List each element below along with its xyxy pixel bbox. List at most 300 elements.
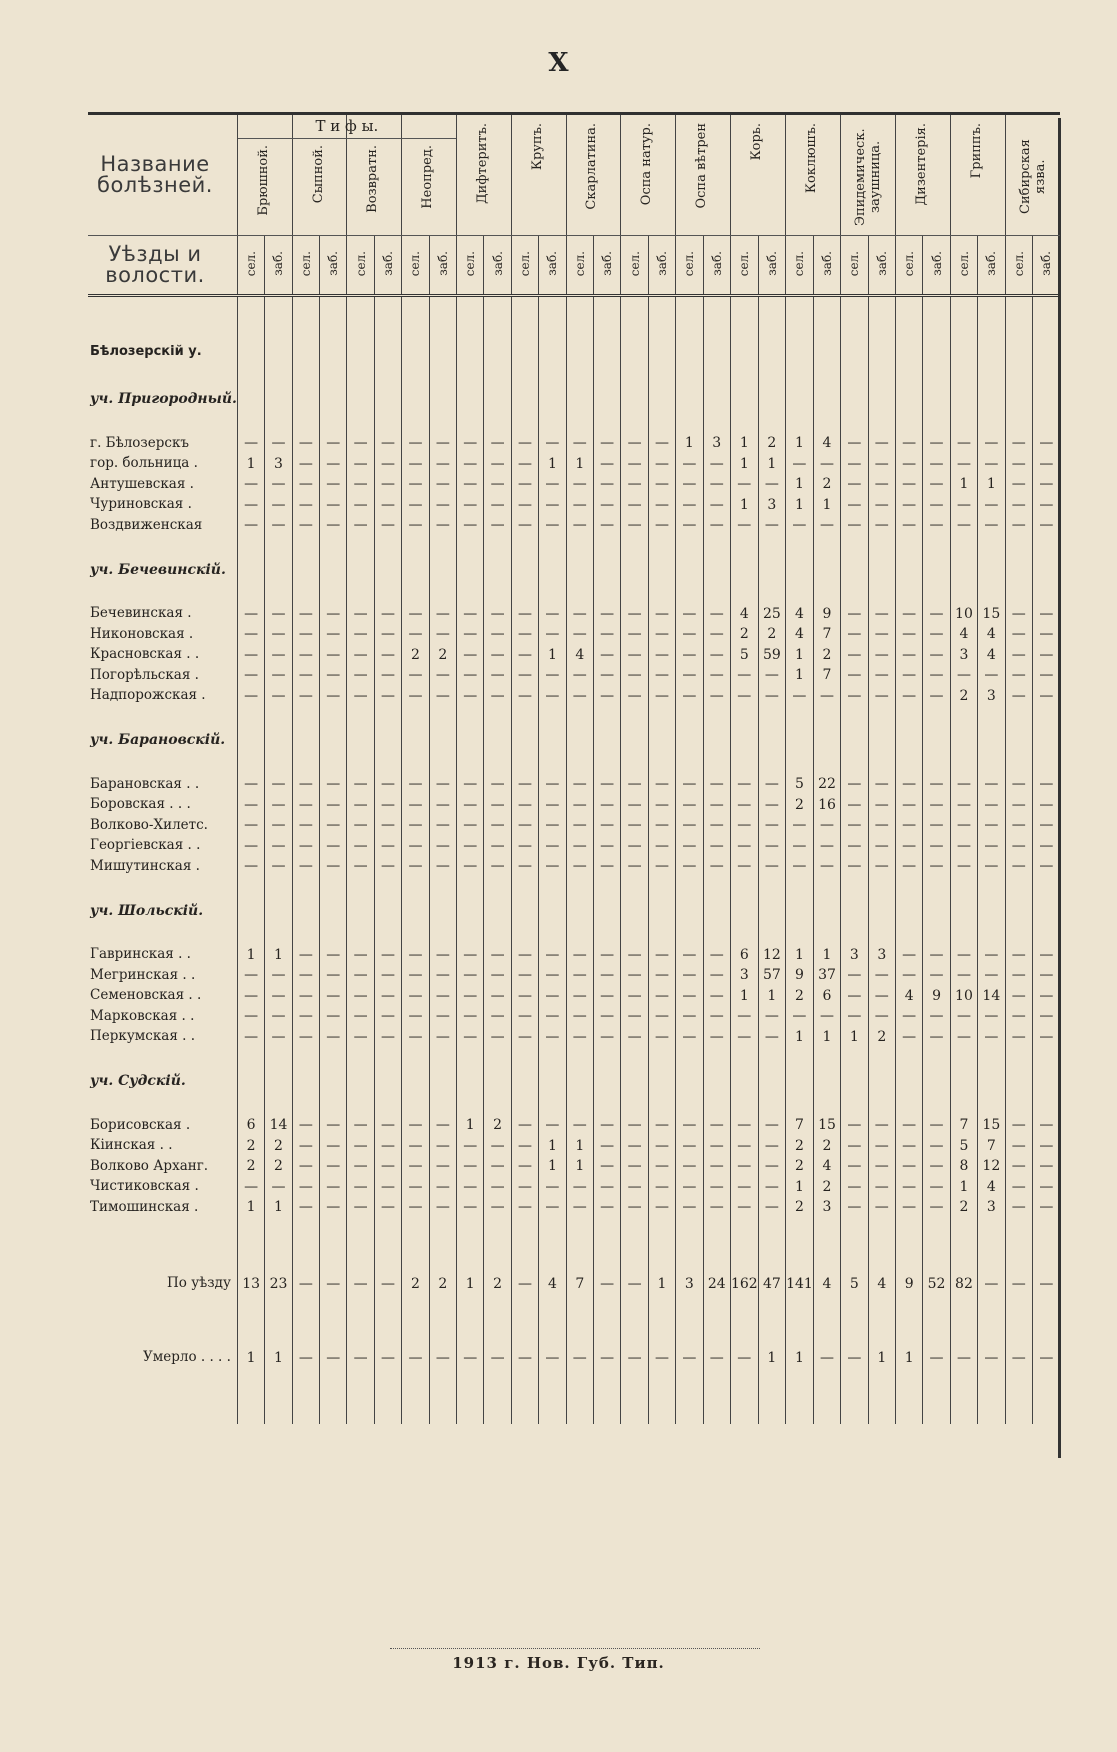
sub-header-zab <box>429 236 456 296</box>
sub-header-zab <box>1032 236 1059 296</box>
cell-value: 2 <box>402 1258 429 1310</box>
cell-value: 2 <box>786 1156 814 1177</box>
cell-value: — <box>292 1156 319 1177</box>
cell-value: — <box>841 1006 868 1027</box>
cell-value: — <box>511 945 538 966</box>
cell-value: — <box>868 856 895 877</box>
cell-value: — <box>868 1156 895 1177</box>
cell-value: 4 <box>786 604 814 625</box>
cell-value: — <box>566 774 593 795</box>
disease-header-2 <box>347 114 402 236</box>
cell-value: — <box>1032 795 1059 816</box>
cell-value: — <box>1032 1136 1059 1157</box>
cell-value: — <box>703 686 730 707</box>
cell-value: — <box>648 686 675 707</box>
cell-value: 141 <box>786 1258 814 1310</box>
sub-header-text: заб. <box>654 251 669 276</box>
row-name: Погорѣльская . <box>90 666 199 683</box>
sub-header-text: заб. <box>381 251 396 276</box>
cell-value: — <box>320 1027 347 1048</box>
section-name: уч. Шольскій. <box>90 902 204 919</box>
cell-value: — <box>484 1136 511 1157</box>
total-row <box>88 1258 1060 1310</box>
cell-value: — <box>676 1006 703 1027</box>
sub-header-sel <box>402 236 429 296</box>
cell-value: — <box>621 1177 648 1198</box>
cell-value: — <box>950 1006 977 1027</box>
cell-value: — <box>402 515 429 536</box>
cell-value: — <box>758 815 785 836</box>
cell-value: — <box>758 795 785 816</box>
cell-value: — <box>1032 1197 1059 1218</box>
cell-value: — <box>703 1197 730 1218</box>
cell-value: — <box>374 624 401 645</box>
cell-value: — <box>1032 474 1059 495</box>
cell-value: — <box>648 495 675 516</box>
cell-value: 7 <box>813 624 840 645</box>
cell-value: — <box>320 1156 347 1177</box>
cell-value: 3 <box>265 454 292 475</box>
cell-value: — <box>566 665 593 686</box>
cell-value: — <box>703 495 730 516</box>
table-row <box>88 624 1060 645</box>
table-row <box>88 795 1060 816</box>
cell-value: 2 <box>237 1156 264 1177</box>
cell-value: — <box>1005 454 1032 475</box>
cell-value: — <box>703 815 730 836</box>
cell-value: — <box>1005 986 1032 1007</box>
cell-value: — <box>457 1332 484 1384</box>
cell-value: — <box>539 836 566 857</box>
cell-value: — <box>320 1332 347 1384</box>
cell-value: — <box>786 1006 814 1027</box>
cell-value: 82 <box>950 1258 977 1310</box>
cell-value: — <box>320 965 347 986</box>
cell-value: 1 <box>841 1027 868 1048</box>
cell-value: — <box>237 836 264 857</box>
cell-value: — <box>841 665 868 686</box>
cell-value: — <box>457 515 484 536</box>
cell-value: 4 <box>813 1156 840 1177</box>
cell-value: — <box>895 1027 922 1048</box>
cell-value: 37 <box>813 965 840 986</box>
cell-value: — <box>813 686 840 707</box>
cell-value: — <box>923 795 950 816</box>
cell-value: — <box>923 815 950 836</box>
cell-value: — <box>320 515 347 536</box>
cell-value: — <box>347 515 374 536</box>
disease-name: Гриппъ. <box>968 123 984 179</box>
cell-value: — <box>676 965 703 986</box>
cell-value: — <box>347 686 374 707</box>
cell-value: — <box>429 1197 456 1218</box>
cell-value: — <box>1032 1156 1059 1177</box>
cell-value: — <box>484 604 511 625</box>
cell-value: — <box>730 474 758 495</box>
cell-value: — <box>457 624 484 645</box>
cell-value: — <box>813 454 840 475</box>
sub-header-text: заб. <box>326 251 341 276</box>
table-row <box>88 986 1060 1007</box>
cell-value: — <box>237 1006 264 1027</box>
printer-footer: 1913 г. Нов. Губ. Тип. <box>452 1654 665 1672</box>
cell-value: — <box>374 1332 401 1384</box>
sub-header-zab <box>978 236 1005 296</box>
cell-value: — <box>703 1136 730 1157</box>
cell-value: — <box>539 1332 566 1384</box>
sub-header-text: заб. <box>1039 251 1054 276</box>
cell-value: — <box>593 686 620 707</box>
district-label: Уѣзды и волости. <box>105 242 205 287</box>
sub-header-sel <box>841 236 868 296</box>
sub-header-sel <box>1005 236 1032 296</box>
disease-header-7 <box>621 114 676 236</box>
cell-value: — <box>320 604 347 625</box>
cell-value: — <box>429 474 456 495</box>
disease-header-5 <box>511 114 566 236</box>
cell-value: — <box>676 604 703 625</box>
cell-value: 7 <box>566 1258 593 1310</box>
cell-value: — <box>566 1177 593 1198</box>
cell-value: — <box>1032 454 1059 475</box>
cell-value: — <box>648 836 675 857</box>
cell-value: — <box>566 815 593 836</box>
cell-value: — <box>402 986 429 1007</box>
cell-value: 1 <box>237 1332 264 1384</box>
sub-header-text: сел. <box>572 250 587 277</box>
cell-value: — <box>648 645 675 666</box>
cell-value: — <box>923 665 950 686</box>
sub-header-zab <box>758 236 785 296</box>
row-name: Георгіевская . . <box>90 837 201 853</box>
cell-value: 7 <box>813 665 840 686</box>
sub-header-text: заб. <box>984 251 999 276</box>
cell-value: — <box>347 1027 374 1048</box>
cell-value: — <box>457 795 484 816</box>
cell-value: — <box>566 945 593 966</box>
cell-value: — <box>730 1156 758 1177</box>
cell-value: — <box>292 433 319 454</box>
disease-header-label <box>88 114 237 236</box>
cell-value: — <box>1032 815 1059 836</box>
cell-value: 1 <box>539 454 566 475</box>
cell-value: — <box>978 965 1005 986</box>
sub-header-text: сел. <box>518 250 532 277</box>
cell-value: — <box>621 1156 648 1177</box>
cell-value: — <box>730 665 758 686</box>
cell-value: — <box>374 474 401 495</box>
cell-value: — <box>758 1027 785 1048</box>
cell-value: — <box>978 1027 1005 1048</box>
cell-value: 1 <box>730 495 758 516</box>
disease-header-10 <box>786 114 841 236</box>
cell-value: — <box>484 1156 511 1177</box>
cell-value: — <box>676 1197 703 1218</box>
cell-value: — <box>621 986 648 1007</box>
sub-header-sel <box>621 236 648 296</box>
disease-header-6 <box>566 114 621 236</box>
sub-header-sel <box>730 236 758 296</box>
cell-value: — <box>676 1115 703 1136</box>
cell-value: — <box>484 965 511 986</box>
cell-value: — <box>593 836 620 857</box>
sub-header-text: заб. <box>490 251 505 276</box>
cell-value: — <box>457 454 484 475</box>
cell-value: — <box>374 686 401 707</box>
cell-value: 24 <box>703 1258 730 1310</box>
cell-value: — <box>1005 945 1032 966</box>
cell-value: — <box>429 1006 456 1027</box>
table-row <box>88 686 1060 707</box>
cell-value: — <box>237 474 264 495</box>
cell-value: — <box>841 454 868 475</box>
cell-value: — <box>429 965 456 986</box>
cell-value: — <box>1005 495 1032 516</box>
cell-value: — <box>484 836 511 857</box>
cell-value: — <box>676 645 703 666</box>
table-row <box>88 945 1060 966</box>
row-name: По уѣзду <box>167 1274 231 1291</box>
cell-value: — <box>950 495 977 516</box>
cell-value: — <box>374 986 401 1007</box>
cell-value: — <box>703 965 730 986</box>
cell-value: — <box>320 1136 347 1157</box>
cell-value: 1 <box>786 433 814 454</box>
cell-value: — <box>265 1006 292 1027</box>
sub-header-zab <box>374 236 401 296</box>
cell-value: — <box>539 1006 566 1027</box>
row-name: Марковская . . <box>90 1007 195 1024</box>
cell-value: 2 <box>429 1258 456 1310</box>
table-row <box>88 515 1060 536</box>
cell-value: — <box>895 474 922 495</box>
cell-value: — <box>539 433 566 454</box>
cell-value: — <box>1005 433 1032 454</box>
cell-value: — <box>841 1177 868 1198</box>
cell-value: 1 <box>813 945 840 966</box>
row-name: Волково-Хилетс. <box>90 816 208 833</box>
cell-value: — <box>347 624 374 645</box>
cell-value: — <box>566 856 593 877</box>
cell-value: — <box>730 686 758 707</box>
section-name: уч. Бечевинскій. <box>90 561 226 578</box>
cell-value: — <box>374 495 401 516</box>
cell-value: 5 <box>730 645 758 666</box>
cell-value: — <box>429 815 456 836</box>
cell-value: — <box>320 454 347 475</box>
cell-value: — <box>923 1136 950 1157</box>
cell-value: 12 <box>758 945 785 966</box>
table-row <box>88 1006 1060 1027</box>
row-name: Мишутинская . <box>90 857 200 874</box>
cell-value: 7 <box>978 1136 1005 1157</box>
cell-value: — <box>457 774 484 795</box>
cell-value: — <box>237 986 264 1007</box>
cell-value: — <box>868 474 895 495</box>
cell-value: — <box>648 986 675 1007</box>
disease-name: Оспа вѣтрен <box>694 123 710 209</box>
cell-value: — <box>347 433 374 454</box>
cell-value: 4 <box>868 1258 895 1310</box>
cell-value: — <box>1005 1156 1032 1177</box>
cell-value: — <box>566 686 593 707</box>
cell-value: 4 <box>978 645 1005 666</box>
cell-value: — <box>703 1332 730 1384</box>
cell-value: — <box>292 1197 319 1218</box>
cell-value: — <box>265 433 292 454</box>
cell-value: — <box>320 1115 347 1136</box>
cell-value: — <box>758 1177 785 1198</box>
cell-value: 59 <box>758 645 785 666</box>
cell-value: — <box>703 474 730 495</box>
cell-value: 1 <box>786 645 814 666</box>
cell-value: — <box>237 856 264 877</box>
sub-header-text: заб. <box>929 251 944 276</box>
disease-name: Дифтеритъ. <box>474 123 490 204</box>
cell-value: — <box>539 624 566 645</box>
cell-value: — <box>566 624 593 645</box>
cell-value: — <box>347 836 374 857</box>
cell-value: — <box>320 645 347 666</box>
cell-value: 3 <box>676 1258 703 1310</box>
cell-value: — <box>621 1115 648 1136</box>
cell-value: — <box>347 815 374 836</box>
cell-value: — <box>895 454 922 475</box>
cell-value: 1 <box>566 454 593 475</box>
cell-value: 14 <box>978 986 1005 1007</box>
cell-value: — <box>676 1027 703 1048</box>
cell-value: 2 <box>813 645 840 666</box>
cell-value: 14 <box>265 1115 292 1136</box>
cell-value: — <box>1032 1332 1059 1384</box>
cell-value: 2 <box>265 1156 292 1177</box>
cell-value: — <box>621 454 648 475</box>
cell-value: — <box>457 1027 484 1048</box>
cell-value: — <box>511 495 538 516</box>
cell-value: — <box>402 624 429 645</box>
cell-value: — <box>265 836 292 857</box>
sub-header-zab <box>923 236 950 296</box>
cell-value: — <box>484 795 511 816</box>
cell-value: — <box>676 665 703 686</box>
cell-value: 2 <box>730 624 758 645</box>
cell-value: — <box>511 624 538 645</box>
row-name: Бечевинская . <box>90 605 192 621</box>
cell-value: — <box>648 1027 675 1048</box>
sub-header-zab <box>813 236 840 296</box>
row-name: Волково Арханг. <box>90 1157 209 1174</box>
cell-value: — <box>566 836 593 857</box>
cell-value: 1 <box>786 1177 814 1198</box>
disease-header-8 <box>676 114 731 236</box>
cell-value: — <box>566 515 593 536</box>
cell-value: — <box>265 856 292 877</box>
cell-value: — <box>237 965 264 986</box>
row-name: Мегринская . . <box>90 966 196 983</box>
cell-value: — <box>511 1258 538 1310</box>
cell-value: — <box>950 836 977 857</box>
cell-value: — <box>265 474 292 495</box>
sub-header-text: сел. <box>847 250 862 277</box>
cell-value: — <box>292 474 319 495</box>
cell-value: 2 <box>402 645 429 666</box>
table-row <box>88 1197 1060 1218</box>
cell-value: — <box>374 1156 401 1177</box>
row-name: Барановская . . <box>90 775 200 792</box>
cell-value: — <box>402 1197 429 1218</box>
cell-value: — <box>895 945 922 966</box>
cell-value: — <box>402 795 429 816</box>
cell-value: — <box>429 986 456 1007</box>
disease-header-1 <box>292 114 347 236</box>
cell-value: 4 <box>813 1258 840 1310</box>
cell-value: — <box>511 774 538 795</box>
cell-value: — <box>621 836 648 857</box>
cell-value: — <box>402 1156 429 1177</box>
cell-value: — <box>347 945 374 966</box>
sub-header-zab <box>868 236 895 296</box>
cell-value: — <box>923 1006 950 1027</box>
cell-value: — <box>429 624 456 645</box>
cell-value: 2 <box>265 1136 292 1157</box>
cell-value: — <box>621 1027 648 1048</box>
cell-value: — <box>292 515 319 536</box>
cell-value: — <box>566 965 593 986</box>
cell-value: — <box>593 1197 620 1218</box>
cell-value: — <box>593 1006 620 1027</box>
disease-name: Дизентерія. <box>913 123 929 206</box>
cell-value: 15 <box>978 1115 1005 1136</box>
cell-value: — <box>320 665 347 686</box>
cell-value: — <box>648 1006 675 1027</box>
cell-value: — <box>292 965 319 986</box>
cell-value: — <box>402 686 429 707</box>
cell-value: — <box>593 1027 620 1048</box>
cell-value: — <box>457 1197 484 1218</box>
cell-value: — <box>676 495 703 516</box>
cell-value: — <box>539 945 566 966</box>
cell-value: — <box>730 1006 758 1027</box>
cell-value: — <box>593 665 620 686</box>
sub-header-text: сел. <box>408 250 423 277</box>
cell-value: — <box>895 815 922 836</box>
cell-value: — <box>484 495 511 516</box>
cell-value: — <box>895 665 922 686</box>
cell-value: — <box>320 774 347 795</box>
cell-value: — <box>895 836 922 857</box>
cell-value: — <box>511 1115 538 1136</box>
cell-value: — <box>1032 945 1059 966</box>
cell-value: — <box>457 645 484 666</box>
cell-value: 2 <box>786 795 814 816</box>
cell-value: — <box>621 433 648 454</box>
table-row <box>88 604 1060 625</box>
cell-value: 2 <box>786 986 814 1007</box>
cell-value: — <box>292 624 319 645</box>
cell-value: — <box>895 604 922 625</box>
cell-value: — <box>402 1115 429 1136</box>
cell-value: 1 <box>813 1027 840 1048</box>
cell-value: — <box>292 1258 319 1310</box>
cell-value: — <box>320 1258 347 1310</box>
cell-value: — <box>703 515 730 536</box>
cell-value: — <box>593 945 620 966</box>
cell-value: — <box>868 815 895 836</box>
cell-value: — <box>265 1027 292 1048</box>
cell-value: — <box>841 856 868 877</box>
cell-value: — <box>813 856 840 877</box>
cell-value: — <box>868 1115 895 1136</box>
